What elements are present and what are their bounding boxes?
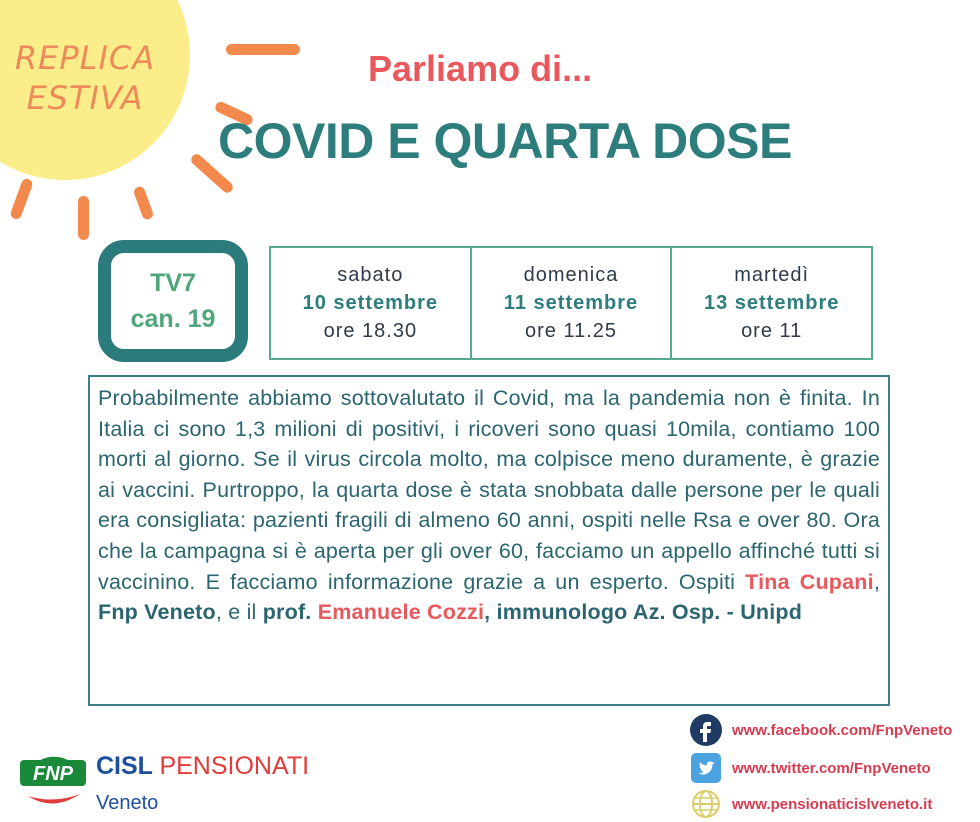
sticker-line-1: REPLICA	[14, 39, 156, 77]
guest-name-1: Tina Cupani	[745, 569, 874, 594]
twitter-url[interactable]: www.twitter.com/FnpVeneto	[732, 759, 931, 777]
guest-title-2: prof.	[262, 600, 312, 625]
guest-org-1: Fnp Veneto	[98, 600, 216, 625]
twitter-icon	[690, 752, 722, 784]
fnp-logo-icon	[18, 742, 88, 812]
schedule-time: ore 11.25	[524, 320, 618, 342]
sun-ray	[133, 185, 155, 221]
guest-role-2: , immunologo Az. Osp. - Unipd	[484, 600, 803, 625]
guest-name-2: Emanuele Cozzi	[317, 600, 485, 625]
schedule-cell	[670, 248, 871, 358]
facebook-icon	[690, 714, 722, 746]
org-name-rest: PENSIONATI	[159, 752, 310, 780]
schedule-day: domenica	[523, 264, 619, 286]
schedule-day: sabato	[337, 264, 404, 286]
org-name	[96, 752, 309, 781]
facebook-link[interactable]	[690, 714, 952, 746]
description-box: Probabilmente abbiamo sottovalutato il Covid, ma la pandemia non è finita. In Italia ci sono 1,3 milioni di positivi, i ricoveri sono quasi 10mila, contiamo 100 morti al giorno. Se il virus circola molto, ma colpisce meno duramente, è grazie ai vaccini. Purtroppo, la quarta dose è stata snobbata dalle persone per le quali era consigliata: pazienti fragili di almeno 60 anni, ospiti nelle Rsa e over 80. Ora che la campagna si è aperta per gli over 60, facciamo un appello affinché tutti si vaccinino. E facciamo informazione grazie a un esperto. Ospiti Tina Cupani, Fnp Veneto, e il prof. Emanuele Cozzi, immunologo Az. Osp. - Unipd	[88, 375, 890, 706]
schedule-date: 10 settembre	[302, 292, 439, 314]
website-link[interactable]	[690, 788, 932, 820]
channel-name: TV7	[150, 269, 196, 297]
schedule-table	[269, 246, 873, 360]
schedule-date: 13 settembre	[703, 292, 840, 314]
schedule-time: ore 18.30	[323, 320, 418, 342]
schedule-day: martedì	[734, 264, 810, 286]
channel-number: can. 19	[130, 305, 216, 333]
website-url[interactable]: www.pensionaticislveneto.it	[732, 795, 933, 813]
globe-icon	[690, 788, 722, 820]
sun-ray	[226, 44, 300, 55]
conjunction: e il	[228, 600, 257, 625]
schedule-time: ore 11	[741, 320, 803, 342]
sun-ray	[9, 177, 34, 220]
page-title: COVID E QUARTA DOSE	[218, 113, 792, 169]
schedule-cell	[271, 248, 470, 358]
schedule-cell	[470, 248, 671, 358]
twitter-link[interactable]	[690, 752, 931, 784]
description-text: Probabilmente abbiamo sottovalutato il Covid, ma la pandemia non è finita. In Italia ci sono 1,3 milioni di positivi, i ricoveri sono quasi 10mila, contiamo 100 morti al giorno. Se il virus circola molto, ma colpisce meno duramente, è grazie ai vaccini. Purtroppo, la quarta dose è stata snobbata dalle persone per le quali era consigliata: pazienti fragili di almeno 60 anni, ospiti nelle Rsa e over 80. Ora che la campagna si è aperta per gli over 60, facciamo un appello affinché tutti si vaccinino. E facciamo informazione grazie a un esperto. Ospiti	[98, 386, 880, 594]
channel-badge	[98, 240, 248, 362]
org-name-bold: CISL	[96, 752, 153, 780]
sun-ray	[78, 196, 89, 240]
org-region: Veneto	[96, 792, 159, 814]
replica-estiva-label	[10, 38, 160, 118]
logo-text: FNP	[33, 763, 73, 785]
facebook-url[interactable]: www.facebook.com/FnpVeneto	[732, 721, 953, 739]
subtitle: Parliamo di...	[368, 48, 593, 89]
schedule-date: 11 settembre	[503, 292, 639, 314]
sticker-line-2: ESTIVA	[26, 79, 144, 117]
